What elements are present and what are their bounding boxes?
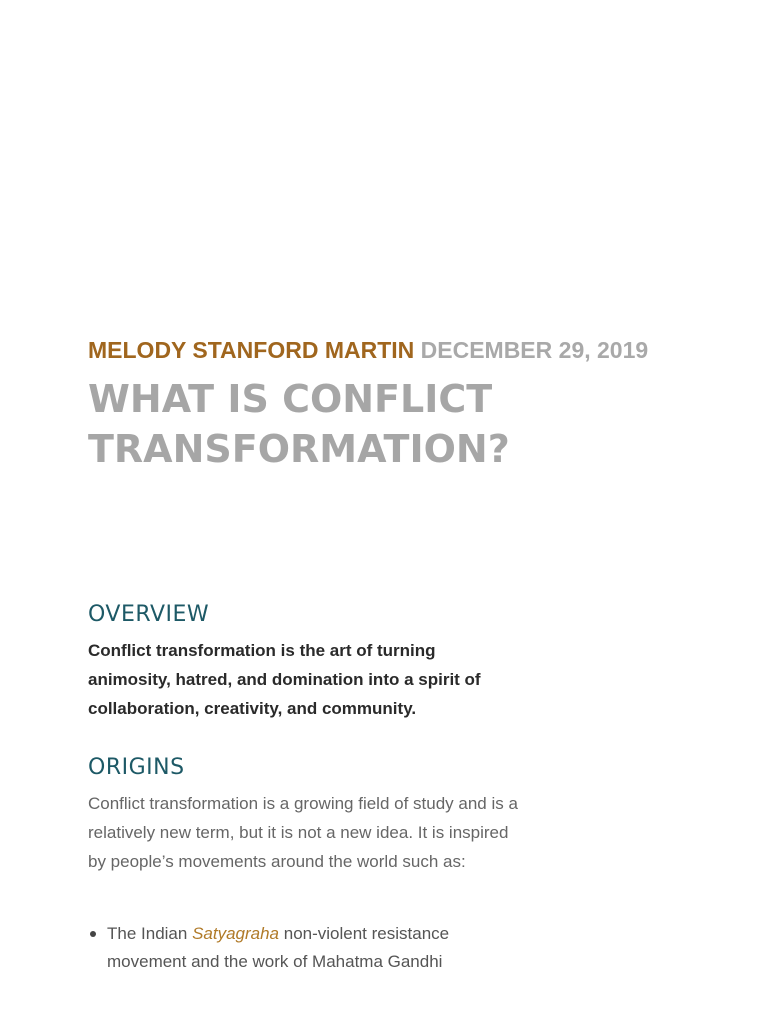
origins-paragraph: Conflict transformation is a growing field of study and is a relatively new term, but it is not a new idea. It is inspired by people’s movements around the world such as: xyxy=(88,794,518,871)
list-item-prefix: The Indian xyxy=(107,924,193,943)
origins-heading: ORIGINS xyxy=(88,755,185,780)
origins-list xyxy=(88,920,527,976)
list-item xyxy=(107,920,527,976)
publish-date: DECEMBER 29, 2019 xyxy=(420,337,649,363)
list-item-suffix: non-violent resistance movement and the work of Mahatma Gandhi xyxy=(107,924,450,971)
overview-heading: OVERVIEW xyxy=(88,602,210,627)
article-title: WHAT IS CONFLICT TRANSFORMATION? xyxy=(88,377,510,471)
author-name[interactable]: MELODY STANFORD MARTIN xyxy=(88,337,415,363)
overview-lead: Conflict transformation is the art of turning animosity, hatred, and domination into a spirit of collaboration, creativity, and community. xyxy=(88,641,481,718)
bullet-icon xyxy=(90,931,96,937)
byline xyxy=(88,334,708,366)
satyagraha-link[interactable]: Satyagraha xyxy=(192,924,280,943)
